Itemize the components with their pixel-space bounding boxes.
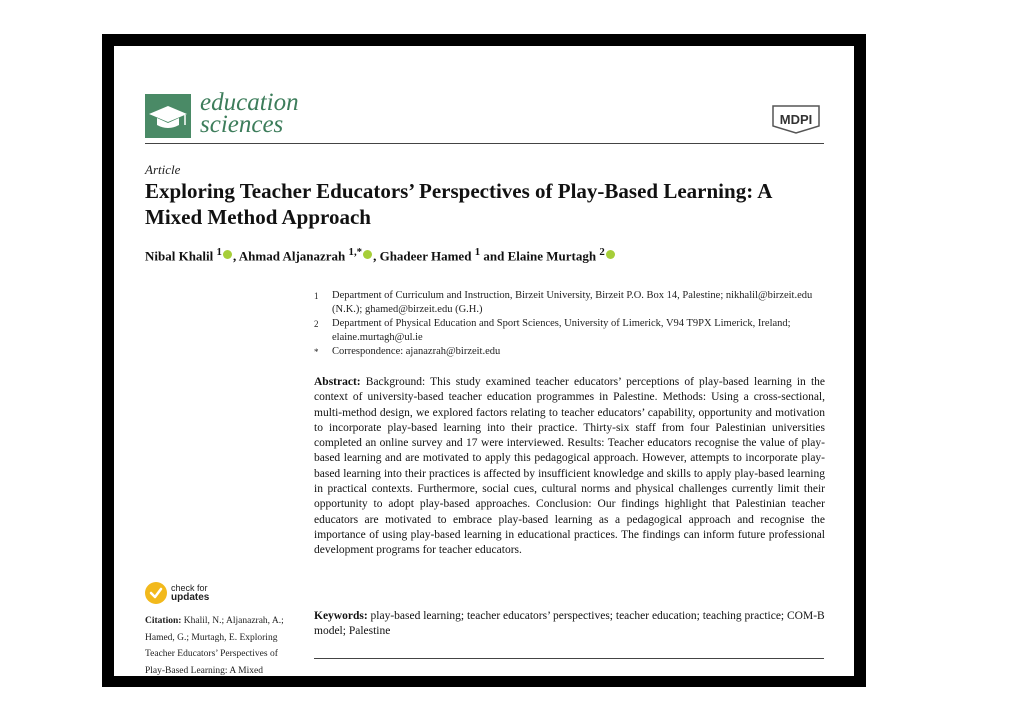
keywords-label: Keywords: <box>314 610 368 622</box>
author-name: Ghadeer Hamed <box>379 248 472 264</box>
author-list <box>145 246 825 264</box>
orcid-icon[interactable] <box>363 250 372 259</box>
header-divider <box>145 143 824 144</box>
author-name: Nibal Khalil <box>145 248 214 264</box>
check-for-updates-line1: check for <box>171 583 208 593</box>
abstract-label: Abstract: <box>314 376 361 388</box>
paper-title: Exploring Teacher Educators’ Perspectives of Play-Based Learning: A Mixed Method Approach <box>145 179 772 229</box>
publisher-name: MDPI <box>779 112 813 127</box>
abstract <box>314 375 825 559</box>
keywords <box>314 609 825 640</box>
correspondence-text: Correspondence: ajanazrah@birzeit.edu <box>332 346 501 357</box>
author-name: Ahmad Aljanazrah <box>238 248 346 264</box>
publisher-logo <box>769 104 823 134</box>
checkmark-icon <box>145 582 167 604</box>
affiliation-1 <box>314 289 834 317</box>
citation-text: Khalil, N.; Aljanazrah, A.; Hamed, G.; Murtagh, E. Exploring Teacher Educators’ Perspectives of Play-Based Learning: A Mixed <box>145 616 284 676</box>
affiliation-text: Department of Curriculum and Instruction, Birzeit University, Birzeit P.O. Box 14, Palestine; nikhalil@birzeit.edu (N.K.); ghamed@birzeit.edu (G.H.) <box>332 290 813 315</box>
citation-label: Citation: <box>145 616 182 626</box>
affiliation-mark: 1 <box>314 291 319 301</box>
journal-name <box>200 89 299 138</box>
author-affil-mark: 1 <box>216 246 222 258</box>
author-separator: , <box>232 248 239 264</box>
author-affil-mark: 1,* <box>348 246 363 258</box>
orcid-icon[interactable] <box>606 250 615 259</box>
author-affil-mark: 2 <box>599 246 605 258</box>
check-for-updates-line2: updates <box>171 592 210 603</box>
keywords-text: play-based learning; teacher educators’ perspectives; teacher education; teaching practice; COM-B model; Palestine <box>314 610 825 638</box>
article-type: Article <box>145 162 181 177</box>
author-separator: and <box>480 248 508 264</box>
check-for-updates-badge[interactable] <box>145 580 235 608</box>
orcid-icon[interactable] <box>223 250 232 259</box>
affiliation-mark: 2 <box>314 319 319 329</box>
journal-name-line2: sciences <box>200 111 284 138</box>
keywords-divider <box>314 658 824 659</box>
correspondence <box>314 345 834 359</box>
affiliation-text: Department of Physical Education and Sport Sciences, University of Limerick, V94 T9PX Limerick, Ireland; elaine.murtagh@ul.ie <box>332 318 791 343</box>
citation <box>145 613 295 676</box>
paper-page <box>114 46 854 676</box>
mortarboard-icon <box>145 94 191 138</box>
journal-name-line1: education <box>200 89 299 116</box>
affiliation-mark: * <box>314 347 319 357</box>
author-separator: , <box>373 248 380 264</box>
author-affil-mark: 1 <box>474 246 481 258</box>
check-for-updates-text <box>171 583 209 603</box>
author-name: Elaine Murtagh <box>507 248 597 264</box>
affiliation-2 <box>314 317 834 345</box>
abstract-text: Background: This study examined teacher educators’ perceptions of play-based learning in the context of university-based teacher education programmes in Palestine. Methods: Using a cross-sectional, multi-method design, we explored factors relating to teacher educators’ capability, opportunity and motivation to incorporate play-based learning into their practice. Thirty-six staff from four Palestinian universities completed an online survey and 17 were interviewed. Results: Teacher educators recognise the value of play-based learning and are motivated to apply this pedagogical approach. However, attempts to incorporate play-based learning into their practices is affected by insufficient knowledge and skills to apply play-based learning in practical contexts. Furthermore, social cues, cultural norms and physical challenges currently limit their opportunity to adopt play-based approaches. Conclusion: Our findings highlight that Palestinian teacher educators are motivated to embrace play-based learning as a pedagogical approach and recognise the importance of using play-based learning in educational practices. The findings can inform future professional development programs for teacher educators. <box>314 376 825 557</box>
